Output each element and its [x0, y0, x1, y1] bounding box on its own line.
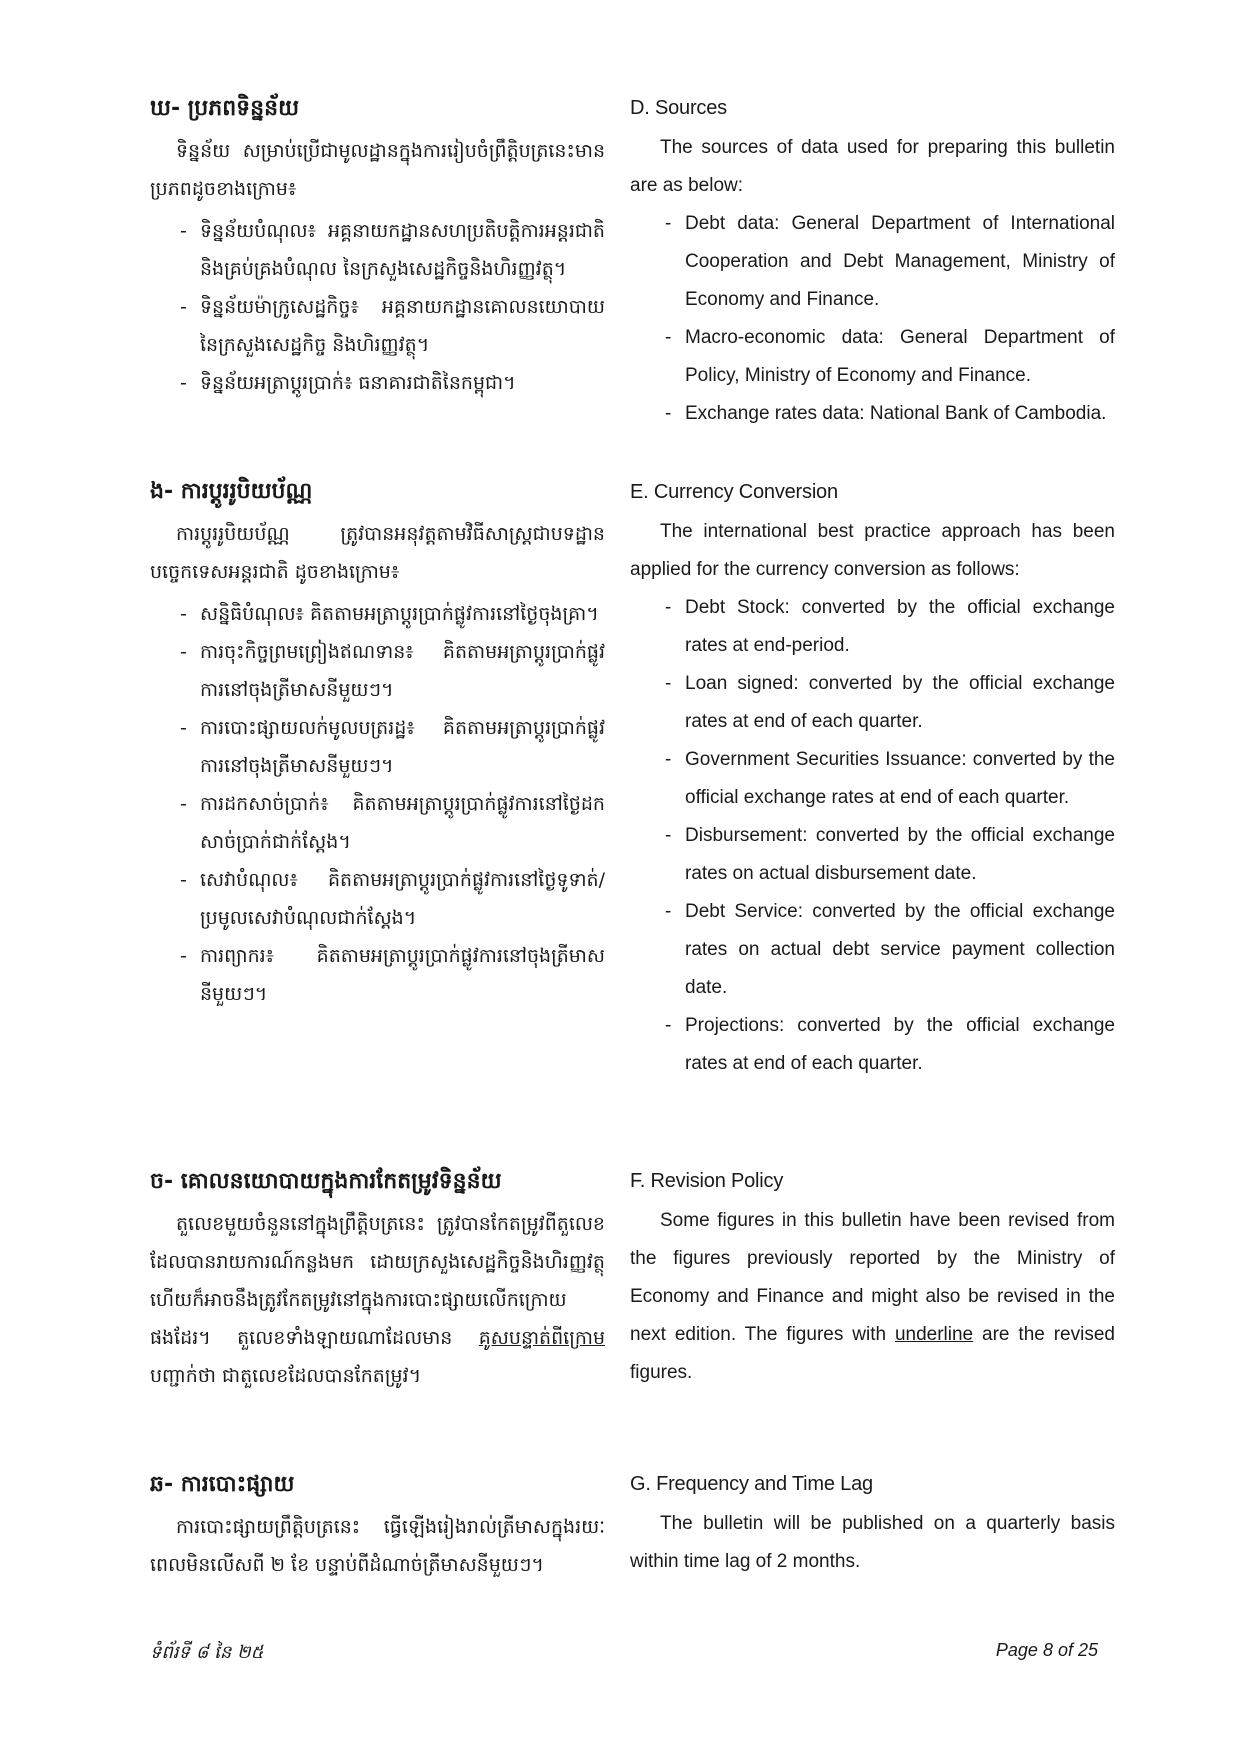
list-item: - Disbursement: converted by the official exchange rates on actual disbursement date. — [665, 817, 1115, 893]
kh-currency-list — [150, 595, 605, 1013]
kh-publication-heading: ឆ- ការបោះផ្សាយ — [150, 1472, 295, 1497]
en-currency-list — [630, 589, 1115, 1083]
list-item: - ទិន្នន័យអត្រាប្តូរប្រាក់៖ ធនាគារជាតិនៃកម្ពុជា។ — [180, 364, 605, 402]
list-item: - ការបោះផ្សាយលក់មូលបត្ររដ្ឋ៖ គិតតាមអត្រាប្តូរប្រាក់ផ្លូវការនៅចុងត្រីមាសនីមួយៗ។ — [180, 709, 605, 785]
en-sources-heading: D. Sources — [630, 97, 727, 119]
kh-sources-intro: ទិន្នន័យ សម្រាប់ប្រើជាមូលដ្ឋានក្នុងការរៀបចំព្រឹត្តិបត្រនេះមានប្រភពដូចខាងក្រោម៖ — [150, 140, 605, 200]
kh-currency-intro: ការប្តូររូបិយប័ណ្ណ ត្រូវបានអនុវត្តតាមវិធីសាស្ត្រជាបទដ្ឋានបច្ចេកទេសអន្តរជាតិ ដូចខាងក្រោម៖ — [150, 523, 605, 583]
en-currency-heading: E. Currency Conversion — [630, 481, 838, 503]
en-revision-text-b: are the revised figures. — [630, 1324, 1115, 1383]
kh-page-number: ទំព័រទី ៨ នៃ ២៥ — [150, 1642, 264, 1663]
kh-revision-text — [150, 1205, 605, 1395]
kh-revision-text-b: បញ្ជាក់ថា ជាតួលេខដែលបានកែតម្រូវ។ — [150, 1365, 422, 1387]
list-item: - Exchange rates data: National Bank of Cambodia. — [665, 395, 1115, 433]
kh-currency-heading: ង- ការប្តូររូបិយប័ណ្ណ — [150, 479, 313, 504]
list-item: - ការចុះកិច្ចព្រមព្រៀងឥណទាន៖ គិតតាមអត្រាប្តូរប្រាក់ផ្លូវការនៅចុងត្រីមាសនីមួយៗ។ — [180, 633, 605, 709]
en-frequency-text: The bulletin will be published on a quarterly basis within time lag of 2 months. — [630, 1513, 1115, 1572]
list-item: - សន្និធិបំណុល៖ គិតតាមអត្រាប្តូរប្រាក់ផ្លូវការនៅថ្ងៃចុងគ្រា។ — [180, 595, 605, 633]
en-page-number: Page 8 of 25 — [995, 1640, 1098, 1660]
en-revision-section — [630, 1166, 1115, 1392]
en-sources-section — [630, 93, 1115, 433]
list-item: - Debt data: General Department of International Cooperation and Debt Management, Ministry of Economy and Finance. — [665, 205, 1115, 319]
en-frequency-heading: G. Frequency and Time Lag — [630, 1473, 873, 1495]
list-item: - ការដកសាច់ប្រាក់៖ គិតតាមអត្រាប្តូរប្រាក់ផ្លូវការនៅថ្ងៃដកសាច់ប្រាក់ជាក់ស្តែង។ — [180, 785, 605, 861]
en-frequency-section — [630, 1469, 1115, 1581]
kh-sources-heading: ឃ- ប្រភពទិន្នន័យ — [150, 96, 300, 121]
list-item: - Government Securities Issuance: converted by the official exchange rates at end of each quarter. — [665, 741, 1115, 817]
list-item: - ទិន្នន័យបំណុល៖ អគ្គនាយកដ្ឋានសហប្រតិបត្តិការអន្តរជាតិនិងគ្រប់គ្រងបំណុល នៃក្រសួងសេដ្ឋកិច្ចនិងហិរញ្ញវត្ថុ។ — [180, 212, 605, 288]
kh-revision-section — [150, 1165, 605, 1395]
en-underline-term: underline — [894, 1324, 974, 1345]
en-currency-section — [630, 477, 1115, 1083]
list-item: - Projections: converted by the official exchange rates at end of each quarter. — [665, 1007, 1115, 1083]
en-revision-heading: F. Revision Policy — [630, 1170, 784, 1192]
kh-underline-term: គូសបន្ទាត់ពីក្រោម — [478, 1327, 605, 1349]
en-sources-intro: The sources of data used for preparing this bulletin are as below: — [630, 137, 1115, 196]
list-item: - ទិន្នន័យម៉ាក្រូសេដ្ឋកិច្ច៖ អគ្គនាយកដ្ឋានគោលនយោបាយ នៃក្រសួងសេដ្ឋកិច្ច និងហិរញ្ញវត្ថុ។ — [180, 288, 605, 364]
kh-sources-list — [150, 212, 605, 402]
kh-publication-text: ការបោះផ្សាយព្រឹត្តិបត្រនេះ ធ្វើឡើងរៀងរាល់ត្រីមាសក្នុងរយៈពេលមិនលើសពី ២ ខែ បន្ទាប់ពីដំណាច់ត្រីមាសនីមួយៗ។ — [150, 1516, 605, 1576]
list-item: - Debt Stock: converted by the official exchange rates at end-period. — [665, 589, 1115, 665]
en-revision-text — [630, 1202, 1115, 1392]
list-item: - Macro-economic data: General Department of Policy, Ministry of Economy and Finance. — [665, 319, 1115, 395]
en-sources-list — [630, 205, 1115, 433]
kh-currency-section — [150, 475, 605, 1013]
en-revision-text-a: Some figures in this bulletin have been revised from the figures previously reported by the Ministry of Economy and Finance and might also be revised in the next edition. The figures with — [630, 1210, 1115, 1345]
kh-revision-text-a: តួលេខមួយចំនួននៅក្នុងព្រឹត្តិបត្រនេះ ត្រូវបានកែតម្រូវពីតួលេខ ដែលបានរាយការណ៍កន្លងមក ដោយក្រសួងសេដ្ឋកិច្ចនិងហិរញ្ញវត្ថុ ហើយក៏អាចនឹងត្រូវកែតម្រូវនៅក្នុងការបោះផ្សាយលើកក្រោយផងដែរ។ តួលេខទាំងឡាយណាដែលមាន — [150, 1213, 605, 1349]
list-item: - Loan signed: converted by the official exchange rates at end of each quarter. — [665, 665, 1115, 741]
en-currency-intro: The international best practice approach has been applied for the currency conversion as follows: — [630, 521, 1115, 580]
kh-publication-section — [150, 1468, 605, 1584]
list-item: - ការព្យាករ៖ គិតតាមអត្រាប្តូរប្រាក់ផ្លូវការនៅចុងត្រីមាសនីមួយៗ។ — [180, 937, 605, 1013]
list-item: - សេវាបំណុល៖ គិតតាមអត្រាប្តូរប្រាក់ផ្លូវការនៅថ្ងៃទូទាត់/ប្រមូលសេវាបំណុលជាក់ស្តែង។ — [180, 861, 605, 937]
list-item: - Debt Service: converted by the official exchange rates on actual debt service payment collection date. — [665, 893, 1115, 1007]
kh-sources-section — [150, 92, 605, 402]
kh-revision-heading: ច- គោលនយោបាយក្នុងការកែតម្រូវទិន្នន័យ — [150, 1169, 502, 1194]
